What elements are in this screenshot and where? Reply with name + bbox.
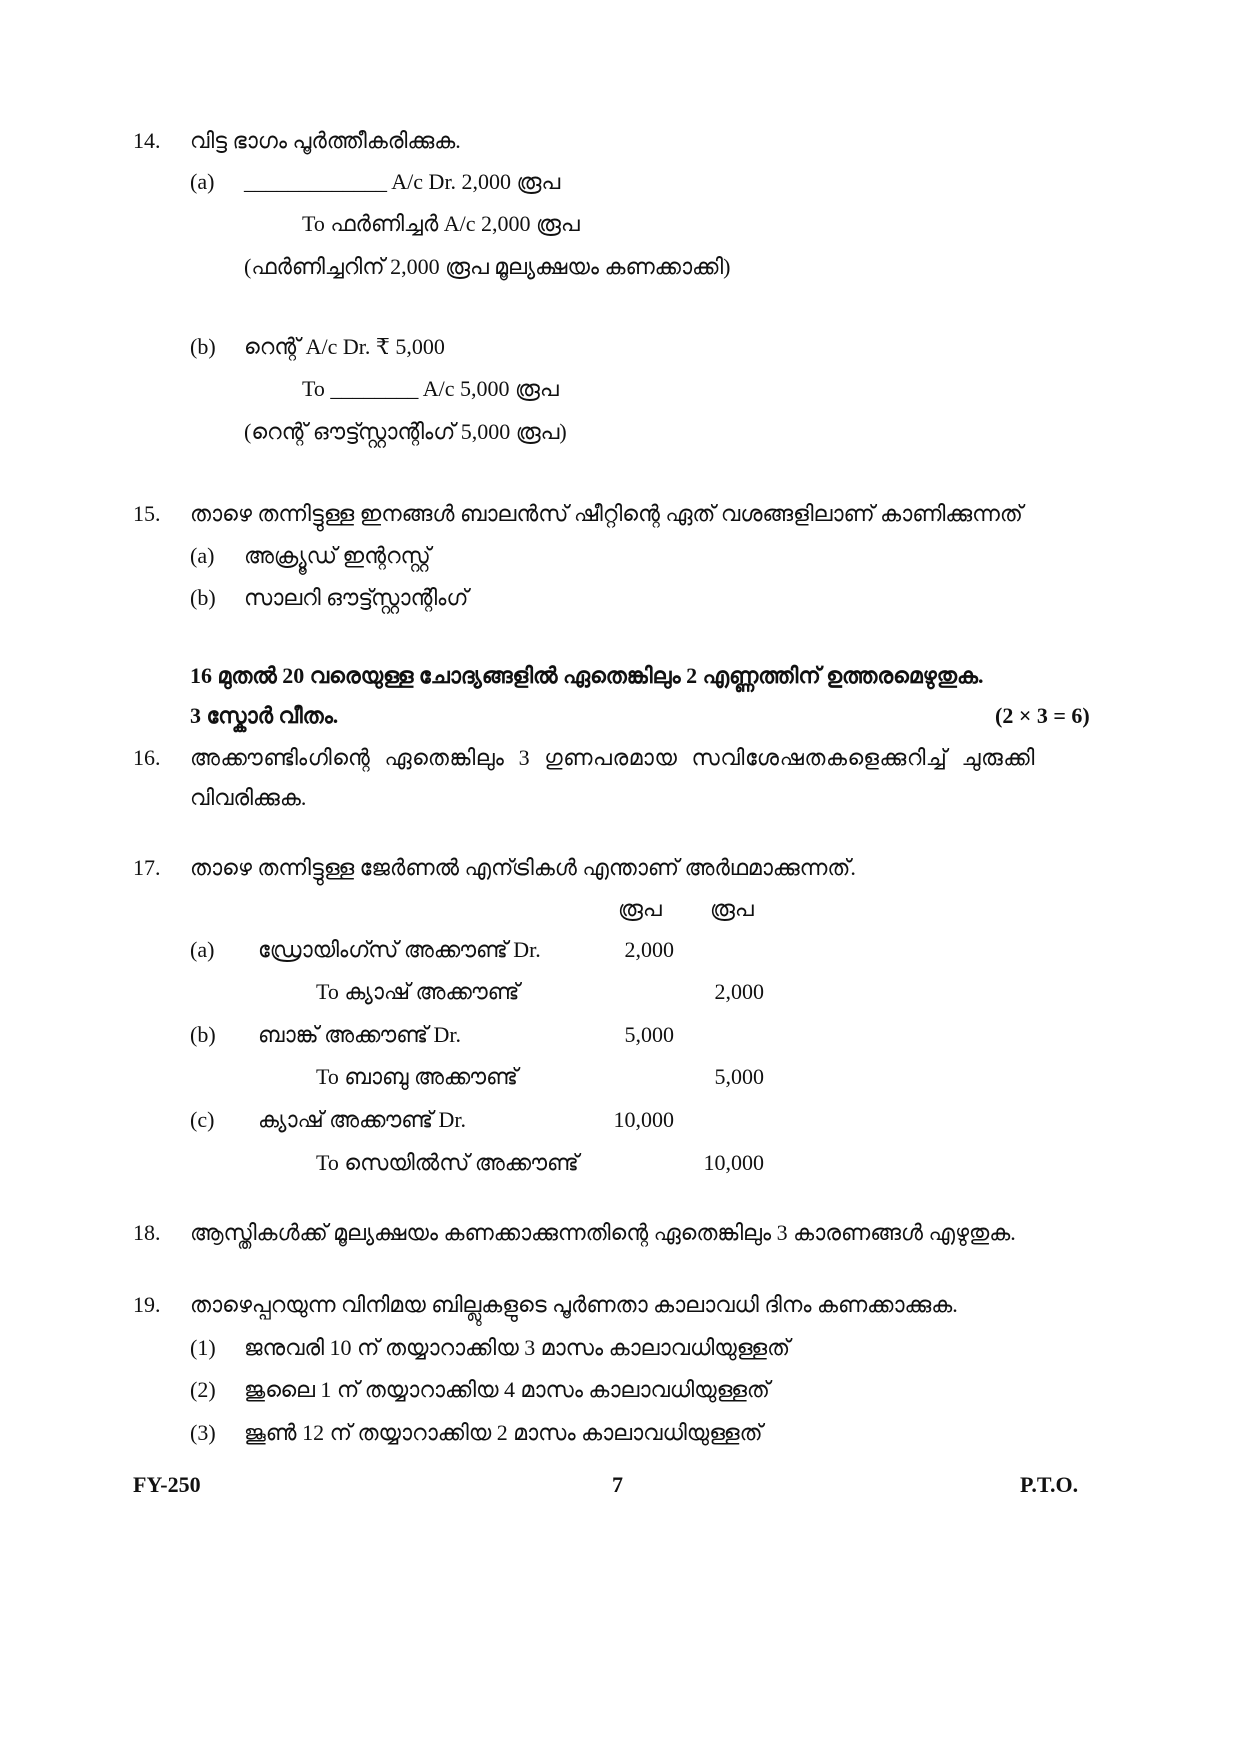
- q17-entry-b-credit: To ബാബു അക്കൗണ്ട്: [316, 1064, 518, 1089]
- footer-page-number: 7: [612, 1472, 623, 1497]
- q17-col-header-credit: രൂപ: [710, 896, 754, 921]
- q14-a-label: (a): [190, 169, 215, 194]
- q14-b-label: (b): [190, 334, 216, 359]
- q14-text: വിട്ട ഭാഗം പൂർത്തീകരിക്കുക.: [190, 128, 461, 153]
- q17-entry-a-label: (a): [190, 937, 215, 962]
- q19-item-1-label: (1): [190, 1335, 216, 1360]
- q14-a-line2: To ഫർണിച്ചർ A/c 2,000 രൂപ: [302, 211, 580, 236]
- q19-item-3-text: ജൂൺ 12 ന് തയ്യാറാക്കിയ 2 മാസം കാലാവധിയുള്ളത്: [244, 1420, 763, 1445]
- q17-entry-a-credit: To ക്യാഷ് അക്കൗണ്ട്: [316, 979, 520, 1004]
- q15-a-text: അക്ര്യൂഡ് ഇന്ററസ്റ്റ്: [244, 543, 431, 568]
- q19-text: താഴെപ്പറയുന്ന വിനിമയ ബില്ലുകളുടെ പൂർണതാ കാലാവധി ദിനം കണക്കാക്കുക.: [190, 1292, 958, 1317]
- footer-exam-code: FY-250: [133, 1472, 201, 1497]
- q14-b-line1: റെന്റ് A/c Dr. ₹ 5,000: [244, 334, 445, 359]
- q15-text: താഴെ തന്നിട്ടുള്ള ഇനങ്ങൾ ബാലൻസ് ഷീറ്റിന്റെ ഏത് വശങ്ങളിലാണ് കാണിക്കുന്നത്: [190, 501, 1023, 526]
- section-score-note: 3 സ്കോർ വീതം.: [190, 703, 339, 728]
- q19-number: 19.: [133, 1292, 161, 1317]
- q14-b-line2: To ________ A/c 5,000 രൂപ: [302, 376, 559, 401]
- section-marks: (2 × 3 = 6): [995, 703, 1090, 728]
- q19-item-2-label: (2): [190, 1377, 216, 1402]
- q17-entry-b-dr-amount: 5,000: [624, 1022, 674, 1047]
- q17-col-header-debit: രൂപ: [618, 896, 662, 921]
- q17-number: 17.: [133, 855, 161, 880]
- q17-entry-b-label: (b): [190, 1022, 216, 1047]
- section-instruction: 16 മുതൽ 20 വരെയുള്ള ചോദ്യങ്ങളിൽ ഏതെങ്കിലും 2 എണ്ണത്തിന് ഉത്തരമെഴുതുക.: [190, 663, 984, 688]
- q15-b-text: സാലറി ഔട്ട്സ്റ്റാന്റിംഗ്: [244, 585, 469, 610]
- q16-number: 16.: [133, 745, 161, 770]
- q18-text: ആസ്തികൾക്ക് മൂല്യക്ഷയം കണക്കാക്കുന്നതിന്റെ ഏതെങ്കിലും 3 കാരണങ്ങൾ എഴുതുക.: [190, 1220, 1016, 1245]
- q19-item-3-label: (3): [190, 1420, 216, 1445]
- q17-entry-b-debit: ബാങ്ക് അക്കൗണ്ട് Dr.: [258, 1022, 461, 1047]
- q15-number: 15.: [133, 501, 161, 526]
- q17-entry-c-debit: ക്യാഷ് അക്കൗണ്ട് Dr.: [258, 1107, 467, 1132]
- q15-a-label: (a): [190, 543, 215, 568]
- q17-entry-b-cr-amount: 5,000: [714, 1064, 764, 1089]
- q17-text: താഴെ തന്നിട്ടുള്ള ജേർണൽ എന്ട്രികൾ എന്താണ് അർഥമാക്കുന്നത്.: [190, 855, 856, 880]
- q17-entry-a-dr-amount: 2,000: [624, 937, 674, 962]
- q19-item-1-text: ജനുവരി 10 ന് തയ്യാറാക്കിയ 3 മാസം കാലാവധിയുള്ളത്: [244, 1335, 791, 1360]
- q17-entry-c-dr-amount: 10,000: [613, 1107, 674, 1132]
- q15-b-label: (b): [190, 585, 216, 610]
- q17-entry-c-credit: To സെയിൽസ് അക്കൗണ്ട്: [316, 1150, 579, 1175]
- q17-entry-a-cr-amount: 2,000: [714, 979, 764, 1004]
- q17-entry-c-cr-amount: 10,000: [703, 1150, 764, 1175]
- footer-pto: P.T.O.: [1020, 1472, 1079, 1497]
- q17-entry-a-debit: ഡ്രോയിംഗ്സ് അക്കൗണ്ട് Dr.: [258, 937, 541, 962]
- q19-item-2-text: ജുലൈ 1 ന് തയ്യാറാക്കിയ 4 മാസം കാലാവധിയുള്ളത്: [244, 1377, 770, 1402]
- q14-a-line1: _____________ A/c Dr. 2,000 രൂപ: [244, 169, 561, 194]
- q17-entry-c-label: (c): [190, 1107, 215, 1132]
- q16-line1: അക്കൗണ്ടിംഗിന്റെ ഏതെങ്കിലും 3 ഗുണപരമായ സവിശേഷതകളെക്കുറിച്ച് ചുരുക്കി: [190, 745, 1035, 770]
- q14-number: 14.: [133, 128, 161, 153]
- q14-b-line3: (റെന്റ് ഔട്ട്സ്റ്റാന്റിംഗ് 5,000 രൂപ): [244, 419, 567, 444]
- q14-a-line3: (ഫർണിച്ചറിന് 2,000 രൂപ മൂല്യക്ഷയം കണക്കാക്കി): [244, 254, 731, 279]
- q16-line2: വിവരിക്കുക.: [190, 785, 307, 810]
- q18-number: 18.: [133, 1220, 161, 1245]
